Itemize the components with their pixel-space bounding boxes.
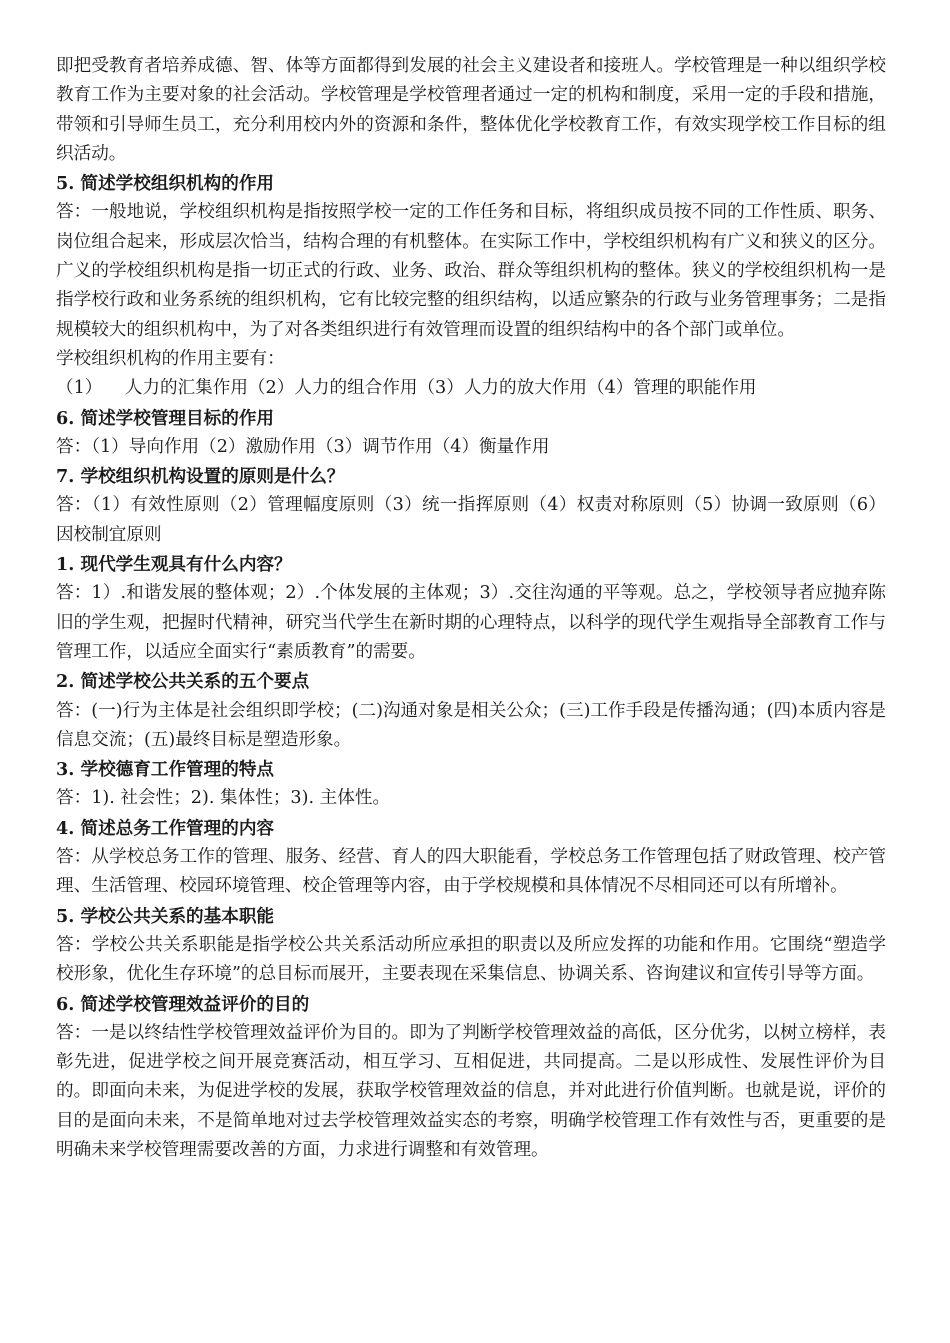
section-heading: 6. 简述学校管理效益评价的目的	[56, 993, 310, 1015]
section-answer: 答：（1）导向作用（2）激励作用（3）调节作用（4）衡量作用	[56, 436, 550, 457]
section-answer: 答：（1）有效性原则（2）管理幅度原则（3）统一指挥原则（4）权责对称原则（5）协调一致原则（6）因校制宜原则	[56, 495, 886, 545]
section-answer: 答：学校公共关系职能是指学校公共关系活动所应承担的职责以及所应发挥的功能和作用。它围绕“塑造学校形象，优化生存环境”的总目标而展开，主要表现在采集信息、协调关系、咨询建议和宣传引导等方面。	[56, 934, 886, 985]
section-heading: 6. 简述学校管理目标的作用	[56, 407, 275, 429]
intro-paragraph: 即把受教育者培养成德、智、体等方面都得到发展的社会主义建设者和接班人。学校管理是一种以组织学校教育工作为主要对象的社会活动。学校管理是学校管理者通过一定的机构和制度，采用一定的手段和措施，带领和引导师生员工，充分利用校内外的资源和条件，整体优化学校教育工作，有效实现学校工作目标的组织活动。	[56, 56, 886, 164]
section-answer: 答：1）.和谐发展的整体观；2）.个体发展的主体观；3）.交往沟通的平等观。总之，学校领导者应抛弃陈旧的学生观，把握时代精神，研究当代学生在新时期的心理特点，以科学的现代学生观指导全部教育工作与管理工作，以适应全面实行“素质教育”的需要。	[56, 583, 886, 662]
section-answer: 答：一是以终结性学校管理效益评价为目的。即为了判断学校管理效益的高低，区分优劣，以树立榜样，表彰先进，促进学校之间开展竞赛活动，相互学习、互相促进，共同提高。二是以形成性、发展性评价为目的。即面向未来，为促进学校的发展，获取学校管理效益的信息，并对此进行价值判断。也就是说，评价的目的是面向未来，不是简单地对过去学校管理效益实态的考察，明确学校管理工作有效性与否，更重要的是明确未来学校管理需要改善的方面，力求进行调整和有效管理。	[56, 1022, 886, 1160]
section-heading: 1. 现代学生观具有什么内容？	[56, 554, 292, 576]
section-extra: 学校组织机构的作用主要有：	[56, 348, 285, 369]
section-heading: 3. 学校德育工作管理的特点	[56, 759, 275, 781]
section-answer: 答：从学校总务工作的管理、服务、经营、育人的四大职能看，学校总务工作管理包括了财政管理、校产管理、生活管理、校园环境管理、校企管理等内容，由于学校规模和具体情况不尽相同还可以有所增补。	[56, 847, 886, 897]
section-heading: 2. 简述学校公共关系的五个要点	[56, 671, 310, 693]
section-heading: 4. 简述总务工作管理的内容	[56, 817, 275, 839]
section-list: （1） 人力的汇集作用（2）人力的组合作用（3）人力的放大作用（4）管理的职能作用	[56, 378, 757, 399]
section-answer: 答：一般地说，学校组织机构是指按照学校一定的工作任务和目标，将组织成员按不同的工作性质、职务、岗位组合起来，形成层次恰当，结构合理的有机整体。在实际工作中，学校组织机构有广义和狭义的区分。广义的学校组织机构是指一切正式的行政、业务、政治、群众等组织机构的整体。狭义的学校组织机构一是指学校行政和业务系统的组织机构，它有比较完整的组织结构，以适应繁杂的行政与业务管理事务；二是指规模较大的组织机构中，为了对各类组织进行有效管理而设置的组织结构中的各个部门或单位。	[56, 202, 886, 340]
section-heading: 7. 学校组织机构设置的原则是什么？	[56, 466, 345, 488]
section-heading: 5. 简述学校组织机构的作用	[56, 173, 275, 195]
section-answer: 答：1). 社会性；2). 集体性；3). 主体性。	[56, 788, 391, 809]
section-heading: 5. 学校公共关系的基本职能	[56, 905, 275, 927]
document-page	[56, 52, 886, 1165]
section-answer: 答：(一)行为主体是社会组织即学校；(二)沟通对象是相关公众；(三)工作手段是传播沟通；(四)本质内容是信息交流；(五)最终目标是塑造形象。	[56, 700, 886, 750]
